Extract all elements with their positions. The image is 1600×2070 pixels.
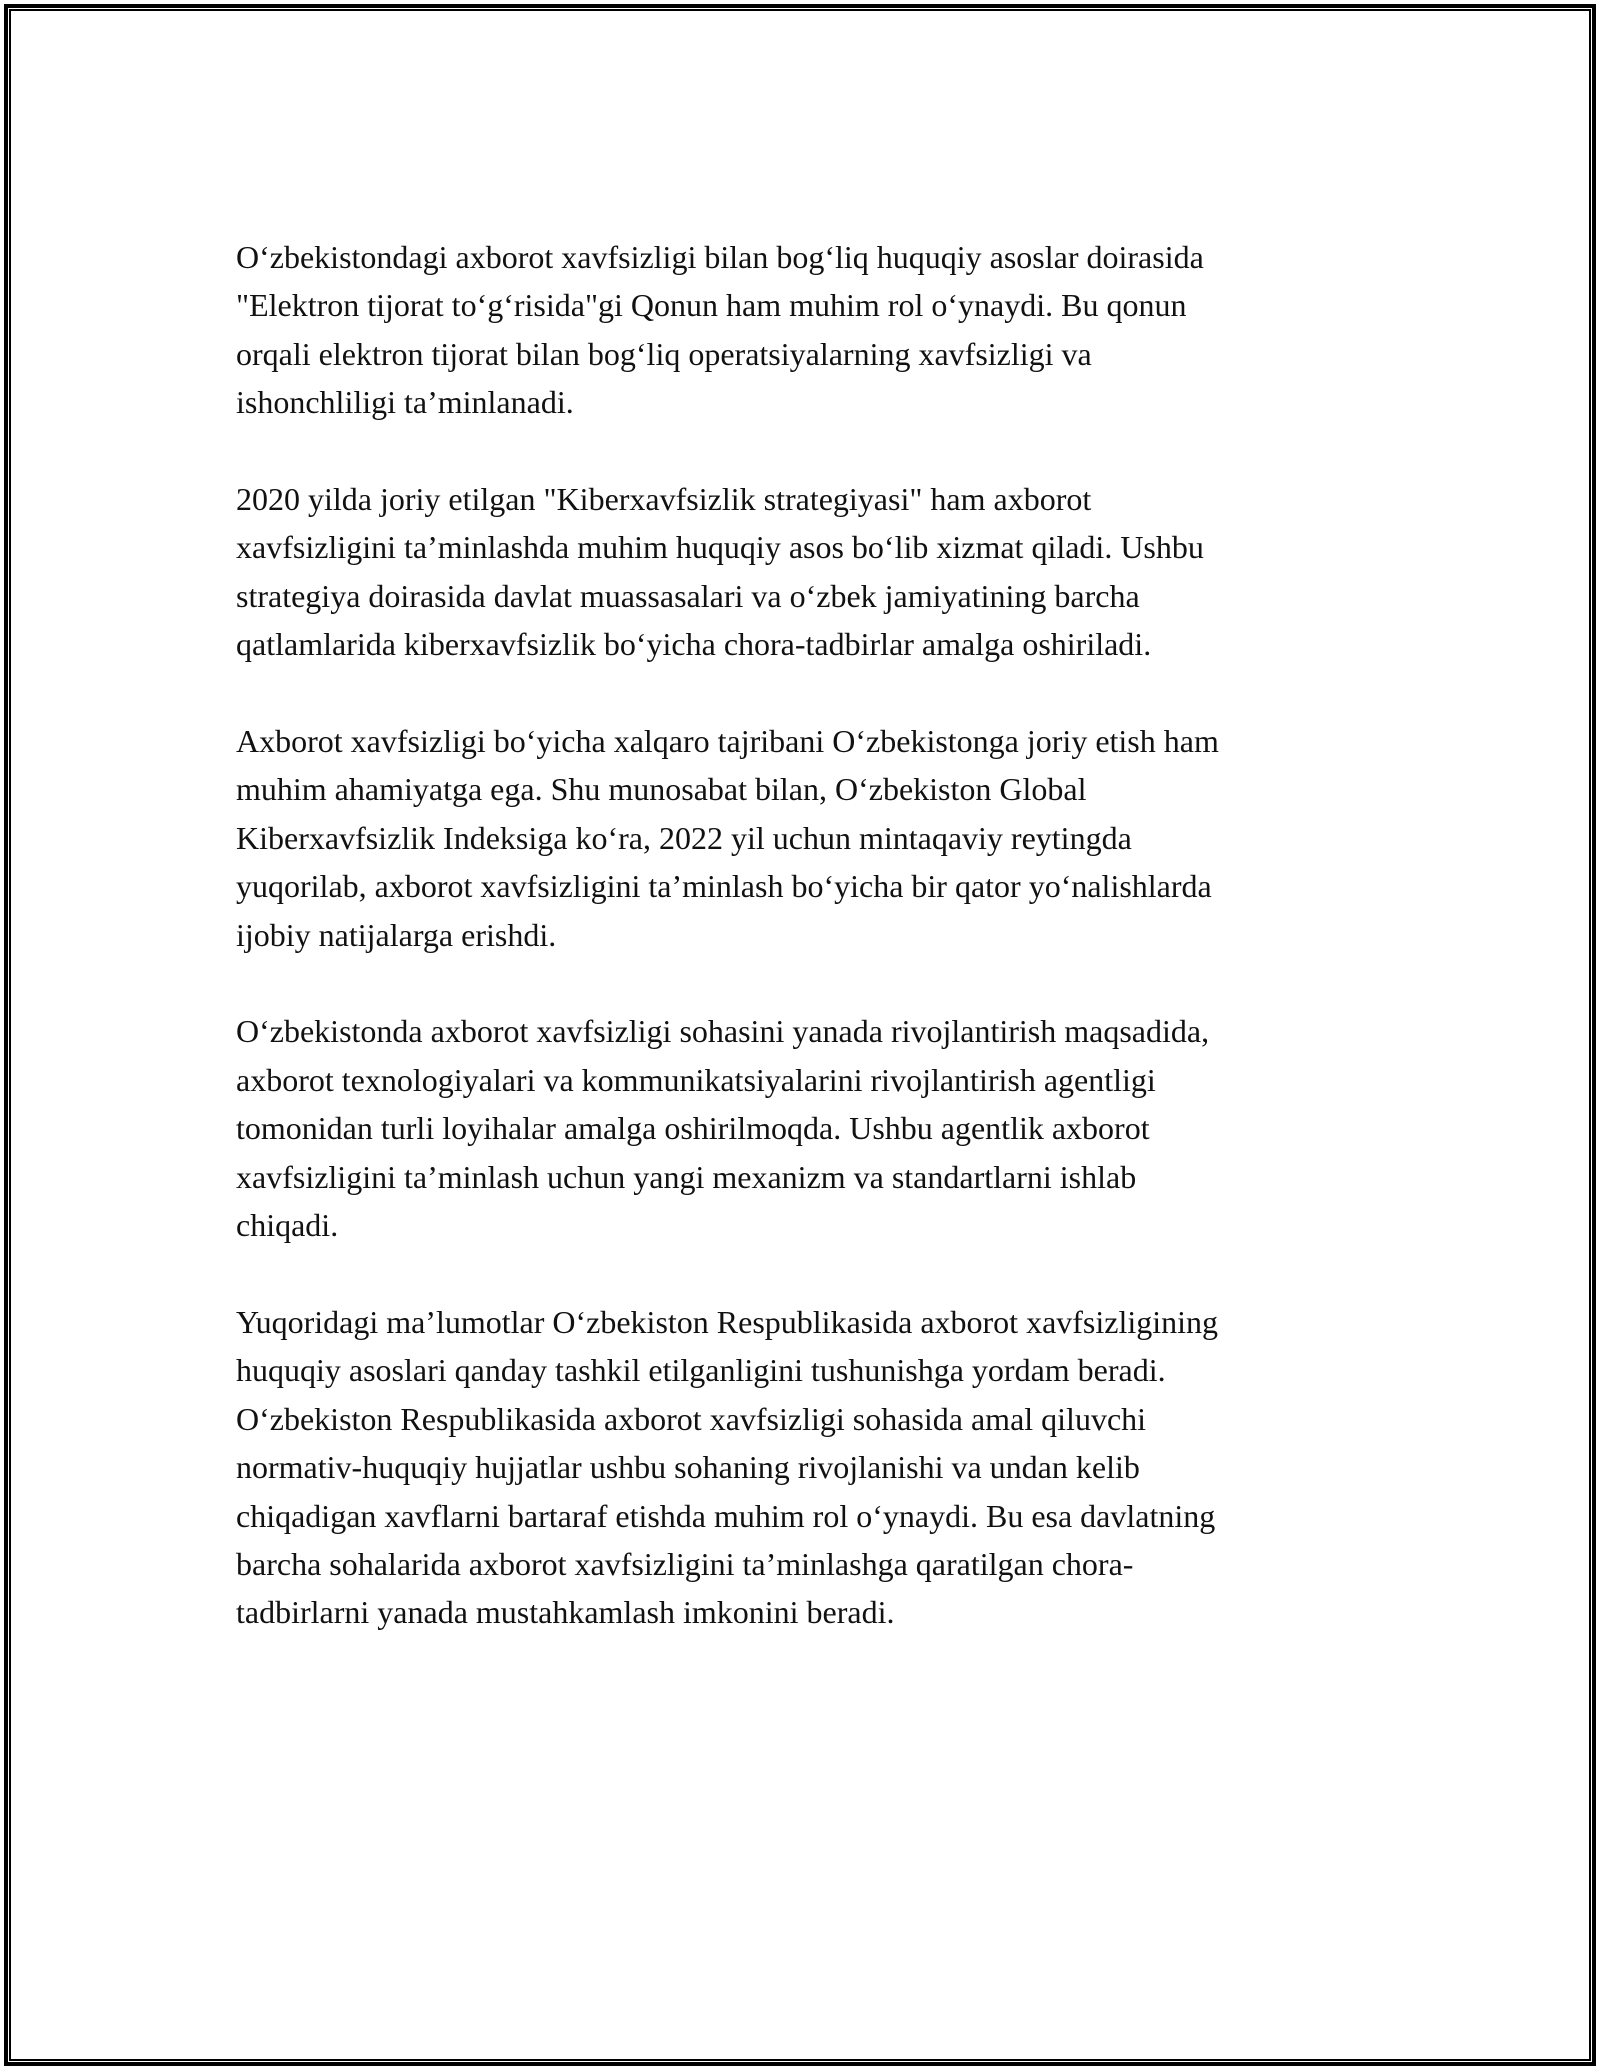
paragraph-1: O‘zbekistondagi axborot xavfsizligi bilan bog‘liq huquqiy asoslar doirasida "Elektron tijorat to‘g‘risida"gi Qonun ham muhim rol o‘ynaydi. Bu qonun orqali elektron tijorat bilan bog‘liq operatsiyalarning xavfsizligi va ishonchliligi ta’minlanadi. — [236, 239, 1204, 421]
paragraph-2: 2020 yilda joriy etilgan "Kiberxavfsizlik strategiyasi" ham axborot xavfsizligini ta’minlashda muhim huquqiy asos bo‘lib xizmat qiladi. Ushbu strategiya doirasida davlat muassasalari va o‘zbek jamiyatining barcha qatlamlarida kiberxavfsizlik bo‘yicha chora-tadbirlar amalga oshiriladi. — [236, 481, 1204, 663]
paragraph-4: O‘zbekistonda axborot xavfsizligi sohasini yanada rivojlantirish maqsadida, axborot texnologiyalari va kommunikatsiyalarini rivojlantirish agentligi tomonidan turli loyihalar amalga oshirilmoqda. Ushbu agentlik axborot xavfsizligini ta’minlash uchun yangi mexanizm va standartlarni ishlab chiqadi. — [236, 1013, 1210, 1244]
document-body — [236, 233, 1376, 1637]
paragraph-3: Axborot xavfsizligi bo‘yicha xalqaro tajribani O‘zbekistonga joriy etish ham muhim ahamiyatga ega. Shu munosabat bilan, O‘zbekiston Global Kiberxavfsizlik Indeksiga ko‘ra, 2022 yil uchun mintaqaviy reytingda yuqorilab, axborot xavfsizligini ta’minlash bo‘yicha bir qator yo‘nalishlarda ijobiy natijalarga erishdi. — [236, 723, 1219, 953]
paragraph-5: Yuqoridagi ma’lumotlar O‘zbekiston Respublikasida axborot xavfsizligining huquqiy asoslari qanday tashkil etilganligini tushunishga yordam beradi. O‘zbekiston Respublikasida axborot xavfsizligi sohasida amal qiluvchi normativ-huquqiy hujjatlar ushbu sohaning rivojlanishi va undan kelib chiqadigan xavflarni bartaraf etishda muhim rol o‘ynaydi. Bu esa davlatning barcha sohalarida axborot xavfsizligini ta’minlashga qaratilgan chora- tadbirlarni yanada mustahkamlash imkonini beradi. — [236, 1303, 1219, 1631]
